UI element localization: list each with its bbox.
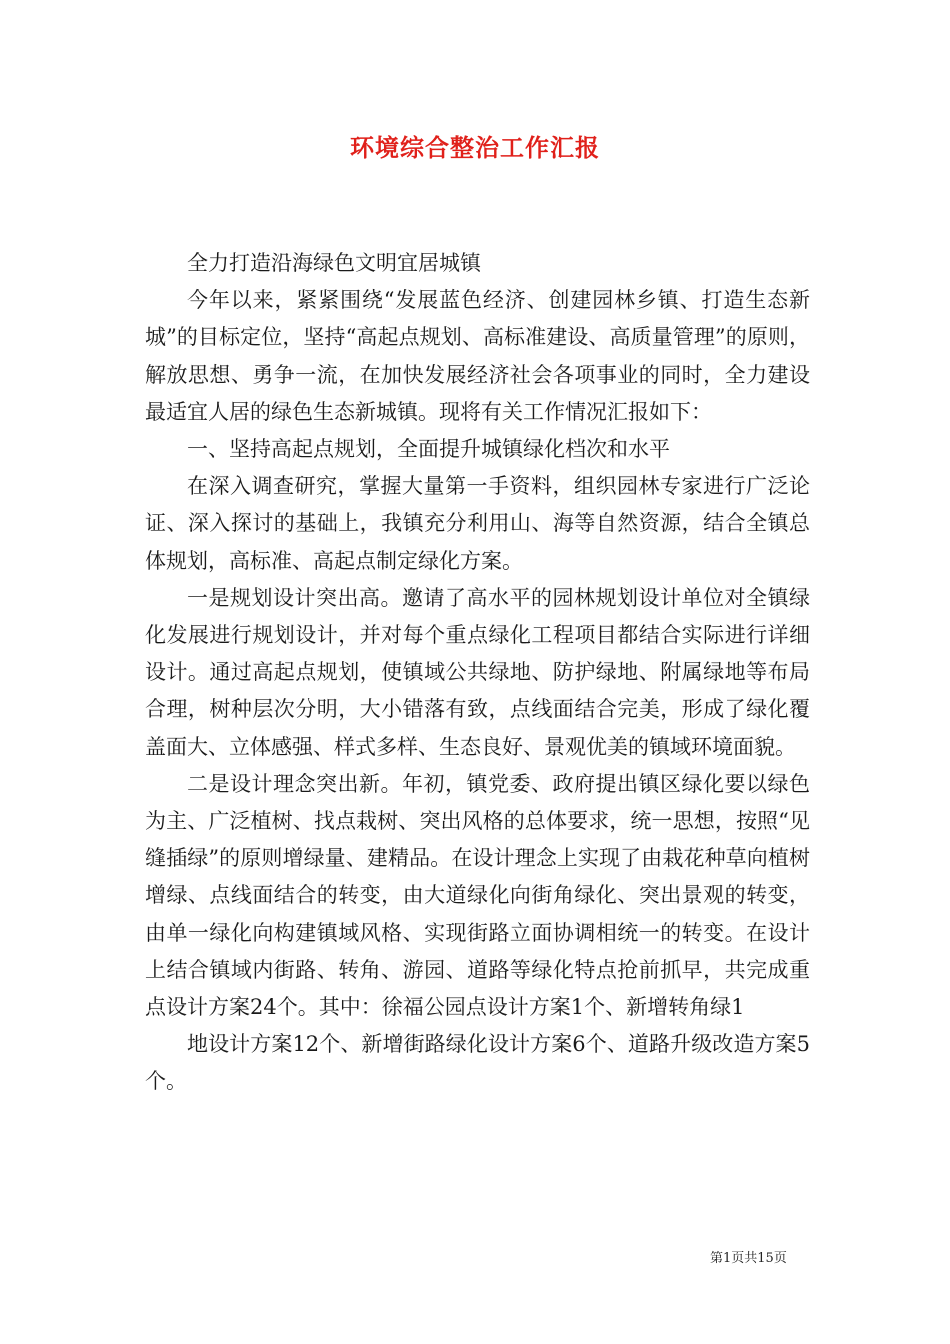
page-number: 第1页共15页	[710, 1251, 787, 1266]
document-title: 环境综合整治工作汇报	[350, 133, 600, 162]
paragraph-section-1: 在深入调查研究，掌握大量第一手资料，组织园林专家进行广泛论证、深入探讨的基础上，我镇充分利用山、海等自然资源，结合全镇总体规划，高标准、高起点制定绿化方案。	[145, 474, 810, 573]
document-body	[145, 245, 810, 1101]
paragraph-design-concept: 二是设计理念突出新。年初，镇党委、政府提出镇区绿化要以绿色为主、广泛植树、找点栽树、突出风格的总体要求，统一思想，按照“见缝插绿”的原则增绿量、建精品。在设计理念上实现了由栽花种草向植树增绿、点线面结合的转变，由大道绿化向街角绿化、突出景观的转变，由单一绿化向构建镇域风格、实现街路立面协调相统一的转变。在设计上结合镇域内街路、转角、游园、道路等绿化特点抢前抓早，共完成重点设计方案24个。其中：徐福公园点设计方案1个、新增转角绿1	[145, 771, 810, 1020]
paragraph-subtitle: 全力打造沿海绿色文明宜居城镇	[187, 251, 481, 275]
section-heading-1: 一、坚持高起点规划，全面提升城镇绿化档次和水平	[187, 437, 670, 462]
paragraph-design-count: 地设计方案12个、新增街路绿化设计方案6个、道路升级改造方案5个。	[145, 1032, 810, 1094]
paragraph-planning: 一是规划设计突出高。邀请了高水平的园林规划设计单位对全镇绿化发展进行规划设计，并对每个重点绿化工程项目都结合实际进行详细设计。通过高起点规划，使镇域公共绿地、防护绿地、附属绿地等布局合理，树种层次分明，大小错落有致，点线面结合完美，形成了绿化覆盖面大、立体感强、样式多样、生态良好、景观优美的镇域环境面貌。	[145, 585, 810, 759]
paragraph-intro: 今年以来，紧紧围绕“发展蓝色经济、创建园林乡镇、打造生态新城”的目标定位，坚持“高起点规划、高标准建设、高质量管理”的原则，解放思想、勇争一流，在加快发展经济社会各项事业的同时，全力建设最适宜人居的绿色生态新城镇。现将有关工作情况汇报如下：	[145, 288, 810, 424]
